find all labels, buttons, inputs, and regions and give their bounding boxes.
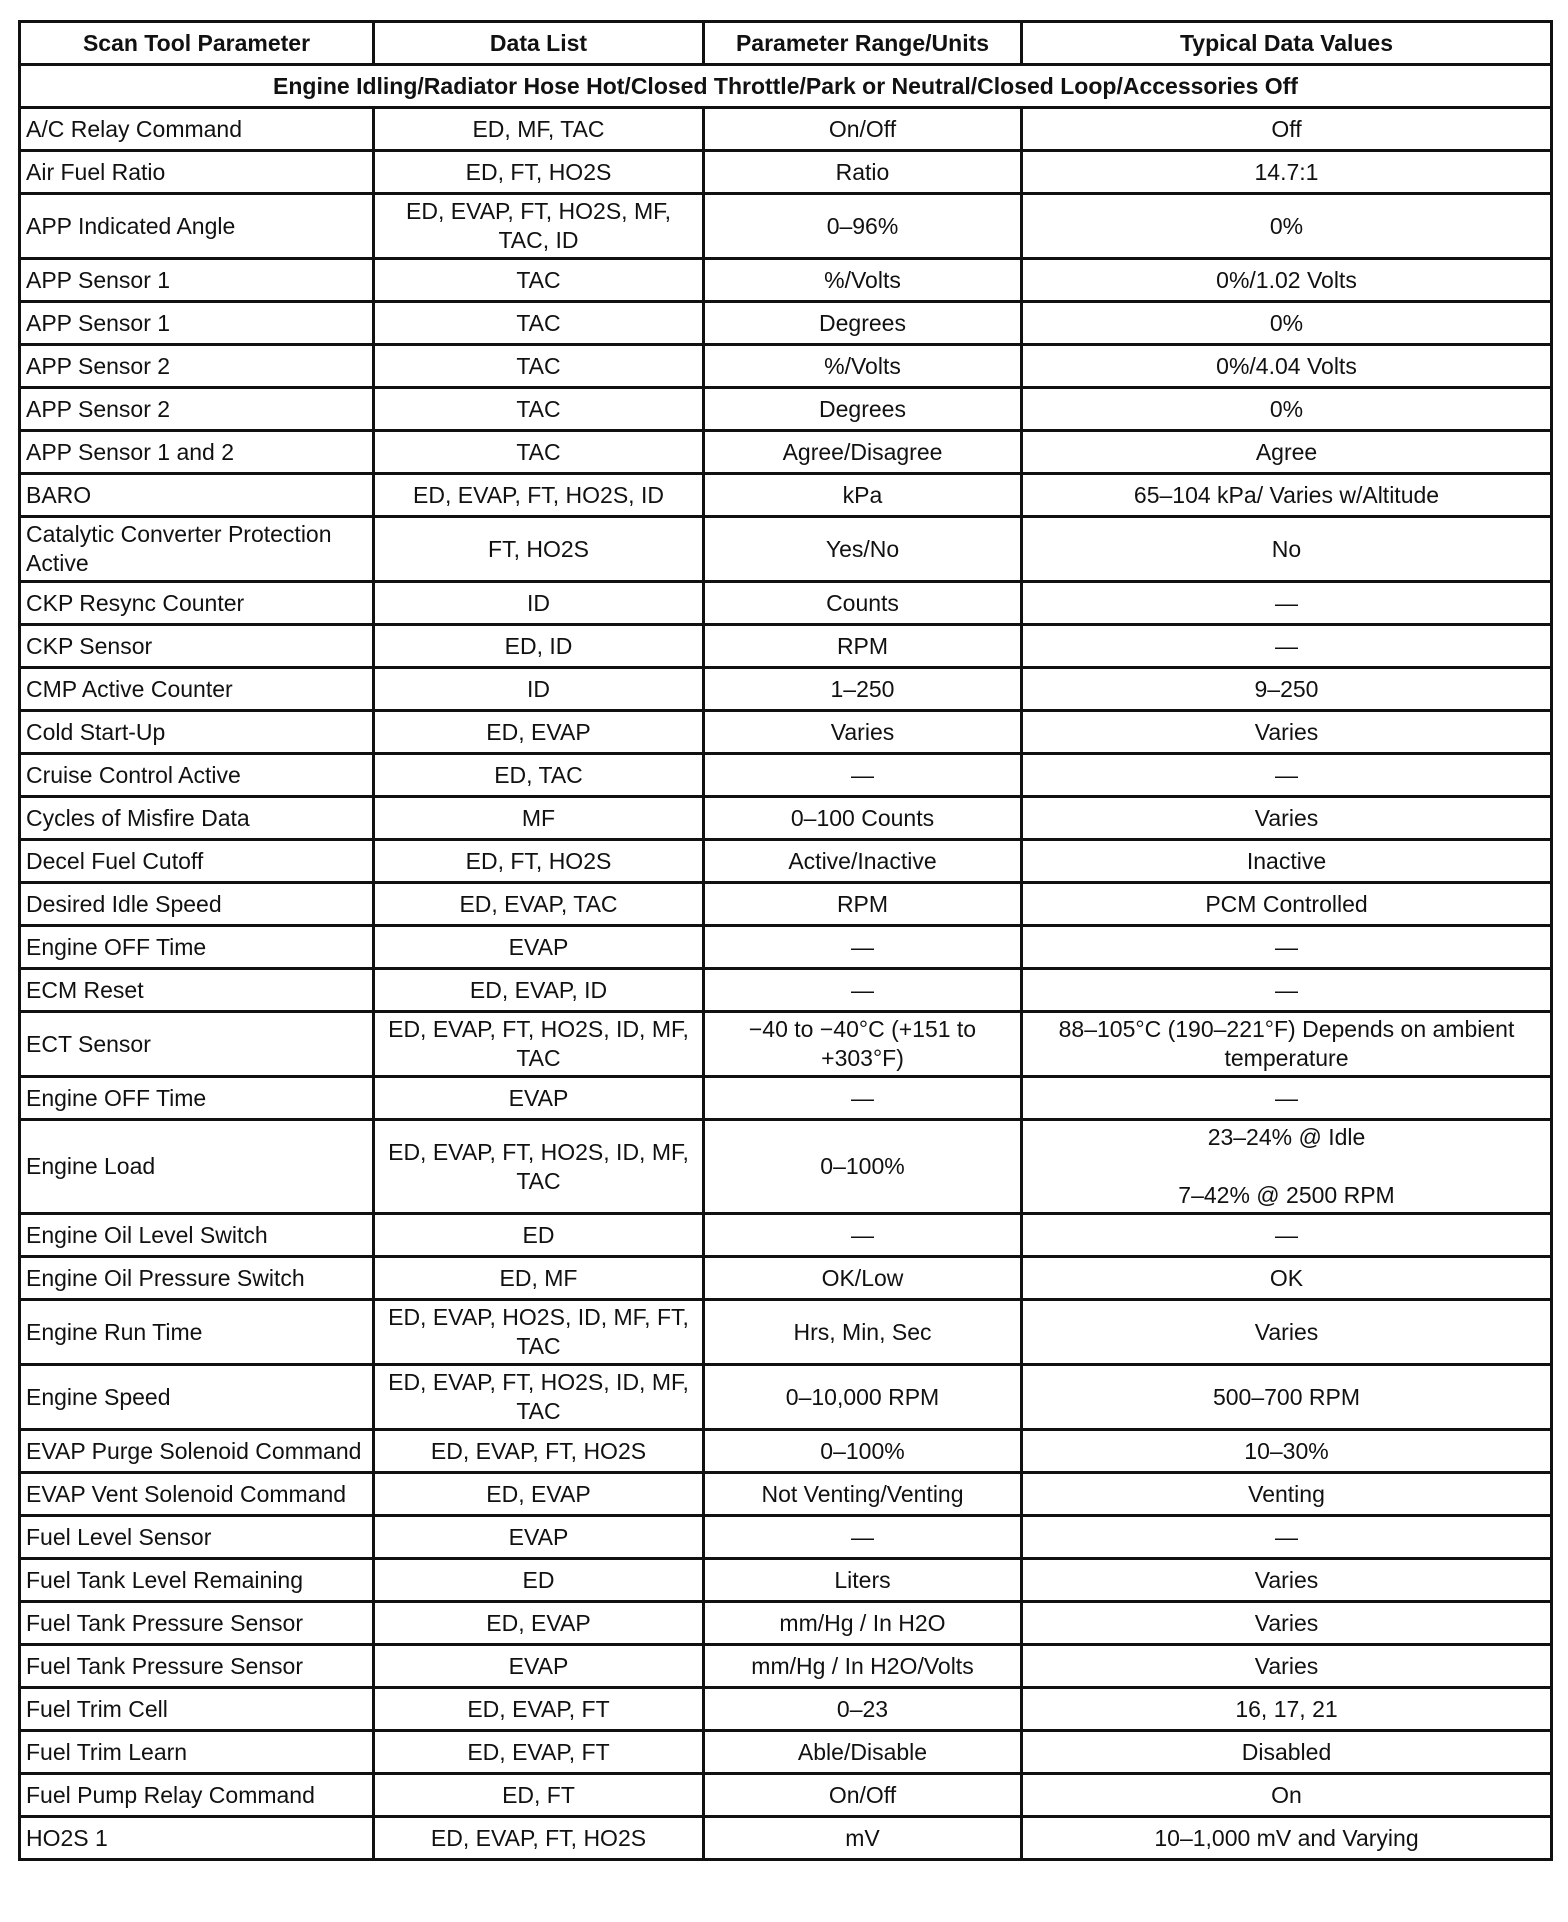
param-cell: ECT Sensor <box>20 1012 374 1077</box>
range-cell: Ratio <box>704 151 1022 194</box>
typical-value-cell <box>1022 582 1552 625</box>
range-cell: 1–250 <box>704 668 1022 711</box>
typical-value-line: 10–1,000 mV and Varying <box>1154 1824 1419 1851</box>
range-cell: %/Volts <box>704 345 1022 388</box>
data-list-cell: ED <box>374 1559 704 1602</box>
data-list-cell: MF <box>374 797 704 840</box>
table-row <box>20 1688 1552 1731</box>
param-cell: APP Indicated Angle <box>20 194 374 259</box>
data-list-cell: ED, FT, HO2S <box>374 151 704 194</box>
data-list-cell: TAC <box>374 388 704 431</box>
range-cell: Able/Disable <box>704 1731 1022 1774</box>
typical-value-cell <box>1022 1365 1552 1430</box>
data-list-cell: ED, EVAP, TAC <box>374 883 704 926</box>
typical-value-cell <box>1022 1430 1552 1473</box>
range-cell: — <box>704 1214 1022 1257</box>
data-list-cell: ED, EVAP, FT <box>374 1731 704 1774</box>
typical-value-line: No <box>1271 535 1302 562</box>
typical-value-line: — <box>1275 632 1298 659</box>
range-cell: OK/Low <box>704 1257 1022 1300</box>
param-cell: Engine OFF Time <box>20 926 374 969</box>
table-row <box>20 517 1552 582</box>
typical-value-cell <box>1022 1214 1552 1257</box>
data-list-cell: FT, HO2S <box>374 517 704 582</box>
typical-value-cell <box>1022 840 1552 883</box>
param-cell: Fuel Trim Cell <box>20 1688 374 1731</box>
data-list-cell: ED, EVAP, FT, HO2S <box>374 1430 704 1473</box>
table-row <box>20 883 1552 926</box>
range-cell: Active/Inactive <box>704 840 1022 883</box>
typical-value-line: Disabled <box>1241 1738 1332 1765</box>
typical-value-line: Agree <box>1255 438 1318 465</box>
range-cell: 0–23 <box>704 1688 1022 1731</box>
data-list-cell: EVAP <box>374 1516 704 1559</box>
data-list-cell: ED, FT, HO2S <box>374 840 704 883</box>
typical-value-line: Varies <box>1254 1652 1319 1679</box>
param-cell: APP Sensor 1 and 2 <box>20 431 374 474</box>
typical-value-cell <box>1022 302 1552 345</box>
typical-value-cell <box>1022 1602 1552 1645</box>
param-cell: Decel Fuel Cutoff <box>20 840 374 883</box>
table-row <box>20 1257 1552 1300</box>
typical-value-cell <box>1022 1774 1552 1817</box>
table-row <box>20 1516 1552 1559</box>
data-list-cell: ED, MF, TAC <box>374 108 704 151</box>
typical-value-cell <box>1022 754 1552 797</box>
table-row <box>20 1214 1552 1257</box>
param-cell: Cruise Control Active <box>20 754 374 797</box>
range-cell: Agree/Disagree <box>704 431 1022 474</box>
param-cell: Fuel Tank Pressure Sensor <box>20 1602 374 1645</box>
typical-value-cell <box>1022 151 1552 194</box>
data-list-cell: ED, EVAP <box>374 1473 704 1516</box>
range-cell: %/Volts <box>704 259 1022 302</box>
range-cell: — <box>704 754 1022 797</box>
table-row <box>20 1645 1552 1688</box>
typical-value-line: — <box>1275 1084 1298 1111</box>
range-cell: Degrees <box>704 388 1022 431</box>
line-gap <box>1028 1152 1545 1181</box>
param-cell: Fuel Trim Learn <box>20 1731 374 1774</box>
table-row <box>20 1559 1552 1602</box>
table-row <box>20 625 1552 668</box>
typical-value-cell <box>1022 797 1552 840</box>
data-list-cell: TAC <box>374 431 704 474</box>
range-cell: mm/Hg / In H2O/Volts <box>704 1645 1022 1688</box>
param-cell: APP Sensor 2 <box>20 388 374 431</box>
range-cell: kPa <box>704 474 1022 517</box>
typical-value-cell <box>1022 259 1552 302</box>
table-row <box>20 474 1552 517</box>
typical-value-cell <box>1022 926 1552 969</box>
typical-value-line: Varies <box>1254 1609 1319 1636</box>
data-list-cell: ED, EVAP, ID <box>374 969 704 1012</box>
param-cell: Desired Idle Speed <box>20 883 374 926</box>
range-cell: On/Off <box>704 108 1022 151</box>
table-row <box>20 1077 1552 1120</box>
range-cell: 0–100% <box>704 1430 1022 1473</box>
typical-value-cell <box>1022 969 1552 1012</box>
typical-value-line: 10–30% <box>1244 1437 1329 1464</box>
range-cell: mm/Hg / In H2O <box>704 1602 1022 1645</box>
param-cell: Cycles of Misfire Data <box>20 797 374 840</box>
table-row <box>20 926 1552 969</box>
param-cell: Engine Oil Level Switch <box>20 1214 374 1257</box>
data-list-cell: ED, EVAP <box>374 1602 704 1645</box>
table-row <box>20 582 1552 625</box>
range-cell: Yes/No <box>704 517 1022 582</box>
range-cell: RPM <box>704 883 1022 926</box>
data-list-cell: EVAP <box>374 1077 704 1120</box>
param-cell: A/C Relay Command <box>20 108 374 151</box>
param-cell: EVAP Vent Solenoid Command <box>20 1473 374 1516</box>
typical-value-line: Inactive <box>1246 847 1327 874</box>
table-row <box>20 840 1552 883</box>
range-cell: Hrs, Min, Sec <box>704 1300 1022 1365</box>
range-cell: RPM <box>704 625 1022 668</box>
header-row <box>20 22 1552 65</box>
data-list-cell: EVAP <box>374 926 704 969</box>
param-cell: CMP Active Counter <box>20 668 374 711</box>
param-cell: Engine Run Time <box>20 1300 374 1365</box>
typical-value-line: Varies <box>1254 1566 1319 1593</box>
typical-value-line: 65–104 kPa/ Varies w/Altitude <box>1133 481 1440 508</box>
range-cell: 0–96% <box>704 194 1022 259</box>
table-row <box>20 1120 1552 1214</box>
typical-value-cell <box>1022 194 1552 259</box>
table-row <box>20 151 1552 194</box>
typical-value-line: 88–105°C (190–221°F) Depends on ambient temperature <box>1058 1016 1515 1071</box>
table-row <box>20 1774 1552 1817</box>
typical-value-line: — <box>1275 761 1298 788</box>
data-list-cell: ED, EVAP, FT, HO2S, ID <box>374 474 704 517</box>
typical-value-cell <box>1022 1012 1552 1077</box>
typical-value-line: 0% <box>1269 309 1304 336</box>
typical-value-cell <box>1022 668 1552 711</box>
table-row <box>20 797 1552 840</box>
typical-value-line: — <box>1275 976 1298 1003</box>
typical-value-line: 23–24% @ Idle <box>1207 1124 1366 1150</box>
range-cell: mV <box>704 1817 1022 1860</box>
param-cell: Fuel Pump Relay Command <box>20 1774 374 1817</box>
header-typical-values: Typical Data Values <box>1022 22 1552 65</box>
typical-value-cell <box>1022 883 1552 926</box>
typical-value-line: 0%/1.02 Volts <box>1216 266 1357 293</box>
table-row <box>20 388 1552 431</box>
typical-value-cell <box>1022 1077 1552 1120</box>
data-list-cell: ED, EVAP, HO2S, ID, MF, FT, TAC <box>374 1300 704 1365</box>
range-cell: — <box>704 969 1022 1012</box>
typical-value-line: Varies <box>1254 718 1319 745</box>
table-row <box>20 259 1552 302</box>
data-list-cell: ED, MF <box>374 1257 704 1300</box>
header-data-list: Data List <box>374 22 704 65</box>
data-list-cell: ED, FT <box>374 1774 704 1817</box>
typical-value-line: 0% <box>1269 395 1304 422</box>
data-list-cell: ED, EVAP, FT, HO2S, ID, MF, TAC <box>374 1120 704 1214</box>
table-row <box>20 1817 1552 1860</box>
table-row <box>20 108 1552 151</box>
typical-value-cell <box>1022 1559 1552 1602</box>
table-row <box>20 345 1552 388</box>
param-cell: Fuel Tank Pressure Sensor <box>20 1645 374 1688</box>
param-cell: Engine OFF Time <box>20 1077 374 1120</box>
typical-value-line: PCM Controlled <box>1205 890 1368 917</box>
typical-value-line: — <box>1275 1221 1298 1248</box>
data-list-cell: ED, EVAP, FT <box>374 1688 704 1731</box>
section-title: Engine Idling/Radiator Hose Hot/Closed Throttle/Park or Neutral/Closed Loop/Accessories Off <box>20 65 1552 108</box>
table-row <box>20 1300 1552 1365</box>
range-cell: — <box>704 1077 1022 1120</box>
table-row <box>20 1012 1552 1077</box>
range-cell: Liters <box>704 1559 1022 1602</box>
typical-value-line: Varies <box>1254 804 1319 831</box>
typical-value-line: Off <box>1271 115 1302 142</box>
table-row <box>20 754 1552 797</box>
range-cell: Counts <box>704 582 1022 625</box>
data-list-cell: ED, EVAP <box>374 711 704 754</box>
param-cell: Fuel Level Sensor <box>20 1516 374 1559</box>
typical-value-line: — <box>1275 933 1298 960</box>
data-list-cell: TAC <box>374 259 704 302</box>
param-cell: HO2S 1 <box>20 1817 374 1860</box>
typical-value-line: On <box>1271 1781 1302 1808</box>
param-cell: Engine Load <box>20 1120 374 1214</box>
data-list-cell: ED <box>374 1214 704 1257</box>
typical-value-line: 14.7:1 <box>1254 158 1319 185</box>
data-list-cell: TAC <box>374 302 704 345</box>
range-cell: Varies <box>704 711 1022 754</box>
typical-value-line: — <box>1275 1523 1298 1550</box>
param-cell: Cold Start-Up <box>20 711 374 754</box>
typical-value-cell <box>1022 1120 1552 1214</box>
range-cell: 0–10,000 RPM <box>704 1365 1022 1430</box>
typical-value-line: 0% <box>1269 212 1304 239</box>
typical-value-cell <box>1022 711 1552 754</box>
typical-value-cell <box>1022 1473 1552 1516</box>
data-list-cell: ID <box>374 582 704 625</box>
param-cell: ECM Reset <box>20 969 374 1012</box>
table-row <box>20 711 1552 754</box>
typical-value-line: Varies <box>1254 1318 1319 1345</box>
range-cell: −40 to −40°C (+151 to +303°F) <box>704 1012 1022 1077</box>
param-cell: Air Fuel Ratio <box>20 151 374 194</box>
param-cell: APP Sensor 1 <box>20 302 374 345</box>
section-row <box>20 65 1552 108</box>
table-row <box>20 1473 1552 1516</box>
typical-value-cell <box>1022 1731 1552 1774</box>
scan-tool-data-table <box>18 20 1553 1861</box>
typical-value-line: — <box>1275 589 1298 616</box>
data-list-cell: ED, EVAP, FT, HO2S, ID, MF, TAC <box>374 1365 704 1430</box>
typical-value-cell <box>1022 1516 1552 1559</box>
table-row <box>20 1365 1552 1430</box>
range-cell: 0–100 Counts <box>704 797 1022 840</box>
typical-value-cell <box>1022 345 1552 388</box>
param-cell: Engine Speed <box>20 1365 374 1430</box>
param-cell: Fuel Tank Level Remaining <box>20 1559 374 1602</box>
data-list-cell: EVAP <box>374 1645 704 1688</box>
range-cell: On/Off <box>704 1774 1022 1817</box>
typical-value-cell <box>1022 1688 1552 1731</box>
table-row <box>20 668 1552 711</box>
param-cell: APP Sensor 1 <box>20 259 374 302</box>
data-list-cell: ID <box>374 668 704 711</box>
data-list-cell: ED, EVAP, FT, HO2S, ID, MF, TAC <box>374 1012 704 1077</box>
table-row <box>20 194 1552 259</box>
param-cell: CKP Sensor <box>20 625 374 668</box>
typical-value-line: 0%/4.04 Volts <box>1216 352 1357 379</box>
typical-value-cell <box>1022 474 1552 517</box>
table-row <box>20 1602 1552 1645</box>
table-row <box>20 431 1552 474</box>
range-cell: 0–100% <box>704 1120 1022 1214</box>
param-cell: Engine Oil Pressure Switch <box>20 1257 374 1300</box>
data-list-cell: TAC <box>374 345 704 388</box>
param-cell: BARO <box>20 474 374 517</box>
typical-value-cell <box>1022 431 1552 474</box>
param-cell: Catalytic Converter Protection Active <box>20 517 374 582</box>
range-cell: — <box>704 1516 1022 1559</box>
typical-value-cell <box>1022 1645 1552 1688</box>
typical-value-cell <box>1022 1257 1552 1300</box>
table-row <box>20 1430 1552 1473</box>
typical-value-line: Venting <box>1248 1480 1325 1507</box>
header-parameter-range: Parameter Range/Units <box>704 22 1022 65</box>
param-cell: EVAP Purge Solenoid Command <box>20 1430 374 1473</box>
table-row <box>20 1731 1552 1774</box>
param-cell: CKP Resync Counter <box>20 582 374 625</box>
typical-value-cell <box>1022 1300 1552 1365</box>
header-scan-tool-parameter: Scan Tool Parameter <box>20 22 374 65</box>
table-row <box>20 969 1552 1012</box>
range-cell: — <box>704 926 1022 969</box>
data-list-cell: ED, EVAP, FT, HO2S <box>374 1817 704 1860</box>
typical-value-cell <box>1022 625 1552 668</box>
typical-value-line: OK <box>1269 1264 1304 1291</box>
table-row <box>20 302 1552 345</box>
data-list-cell: ED, EVAP, FT, HO2S, MF, TAC, ID <box>374 194 704 259</box>
range-cell: Not Venting/Venting <box>704 1473 1022 1516</box>
typical-value-cell <box>1022 517 1552 582</box>
typical-value-line: 16, 17, 21 <box>1235 1695 1338 1722</box>
typical-value-line: 9–250 <box>1254 675 1319 702</box>
typical-value-cell <box>1022 1817 1552 1860</box>
typical-value-cell <box>1022 388 1552 431</box>
table-body <box>20 108 1552 1860</box>
range-cell: Degrees <box>704 302 1022 345</box>
data-list-cell: ED, ID <box>374 625 704 668</box>
data-list-cell: ED, TAC <box>374 754 704 797</box>
typical-value-cell <box>1022 108 1552 151</box>
param-cell: APP Sensor 2 <box>20 345 374 388</box>
typical-value-line: 7–42% @ 2500 RPM <box>1178 1182 1395 1208</box>
typical-value-line: 500–700 RPM <box>1212 1383 1361 1410</box>
